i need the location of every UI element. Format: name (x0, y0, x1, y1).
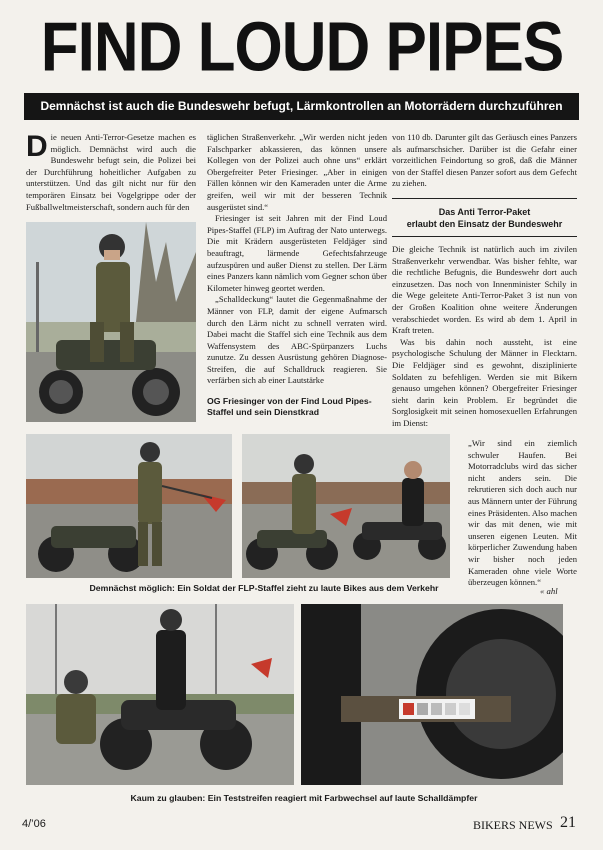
col3-paragraph-2: Die gleiche Technik ist natürlich auch im zivilen Straßenverkehr verwendbar. Was bisher fehlte, war die rechtliche Befugnis, die Bundeswehr dort auch einzusetzen. Das noch von Innenminister Schily in die Wege geleitete Anti-Terror-Paket 3 ist nun von der Großen Koalition ohne weitere Änderungen verabschiedet worden. Es wird ab dem 1. April in Kraft treten. (392, 244, 577, 336)
column-3-text-top (392, 132, 577, 190)
col2-paragraph-1: täglichen Straßenverkehr. „Wir werden nicht jeden Falschparker abkassieren, das können unsere Kollegen von der Polizei auch ohne uns“ erklärt Obergefreiter Peter Friesinger. „Aber in einigen Fällen können wir den Kameraden unter die Arme greifen, weil wir mit der besseren Technik ausgerüstet sind.“ (207, 132, 387, 212)
photo-stopping-biker (242, 434, 450, 578)
subtitle-bar: Demnächst ist auch die Bundeswehr befugt, Lärmkontrollen an Motorrädern durchzuführen (24, 93, 579, 120)
caption-2: Demnächst möglich: Ein Soldat der FLP-Staffel zieht zu laute Bikes aus dem Verkehr (89, 583, 439, 593)
box-rule-top (392, 198, 577, 199)
col3-paragraph-3b: „Wir sind ein ziemlich schwuler Haufen. Bei Motorradclubs wird das sicher nicht anders sein. Die rekrutieren sich doch auch nur aus Männern unter der Führung eines Präsidenten. Also machen wir das mit denen, wie mit unseren eigenen Leuten. Mit körperlicher Zuwendung haben wir bisher noch jeden Kameraden ohne viele Worte überzeugen können.“ (468, 438, 577, 588)
col2-paragraph-2: Friesinger ist seit Jahren mit der Find Loud Pipes-Staffel (FLP) im Auftrag der Nato unterwegs. Die mit Krädern ausgerüsteten Feldjäger sind beauftragt, lärmende Gefechtsfahrzeuge aufzuspüren und außer Dienst zu stellen. Der Lärm eines Panzers kann nämlich vom Gegner schon über Kilometer hinweg geortet werden. (207, 213, 387, 293)
column-1-text (26, 132, 196, 213)
author-sign: « ahl (540, 586, 558, 596)
drop-cap: D (26, 130, 48, 163)
photo-test-strip-applied (26, 604, 294, 785)
footer-issue: 4/’06 (22, 818, 46, 830)
col2-paragraph-3: „Schalldeckung“ lautet die Gegenmaßnahme der Männer von FLP, damit der eigene Aufmarsch durch den Lärm nicht zu schnell verraten wird. Dabei macht die Staffel sich eine Technik aus dem Waffensystem des ABC-Spürpanzers Luchs zunutze. Zu dessen Ausrüstung gehören Diagnose-Streifen, die auf Schalldruck reagieren. Sie verfärben sich ab einer Lautstärke (207, 294, 387, 386)
col1-paragraph: ie neuen Anti-Terror-Gesetze machen es möglich. Demnächst wird auch die Bundeswehr befugt sein, die Polizei bei der Durchführung hoheitlicher Aufgaben zu unterstützen. Und das gilt nicht nur für den temporären Einsatz bei Vogelgrippe oder der Fußballweltmeisterschaft, sondern auch für den (26, 132, 196, 212)
caption-1: OG Friesinger von der Find Loud Pipes-Staffel und sein Dienstkrad (207, 396, 372, 417)
box-heading-2: erlaubt den Einsatz der Bundeswehr (406, 219, 563, 229)
photo-strip-closeup (301, 604, 563, 785)
column-3-text-bottom (468, 438, 577, 589)
photo-soldier-with-flag (26, 434, 232, 578)
column-3-text-mid (392, 244, 577, 430)
col3-paragraph-3a: Was bis dahin noch aussteht, ist eine psychologische Schulung der Männer in Flecktarn. Die Feldjäger sind es gewohnt, disziplinierte Soldaten zu befehligen. Werden sie mit Bikern genauso umgehen können? Obergefreiter Friesinger sieht darin kein Problem. Er begründet die Sorglosigkeit mit seinen homosexuellen Erfahrungen im Dienst: (392, 336, 577, 428)
column-2-text (207, 132, 387, 387)
photo-soldier-on-bike (26, 222, 196, 422)
box-heading-1: Das Anti Terror-Paket (438, 207, 531, 217)
box-rule-bottom (392, 236, 577, 237)
caption-3: Kaum zu glauben: Ein Teststreifen reagiert mit Farbwechsel auf laute Schalldämpfer (130, 793, 478, 803)
page-title: FIND LOUD PIPES (40, 8, 564, 87)
footer-page-number: 21 (560, 814, 576, 831)
col3-paragraph-1: von 110 db. Darunter gilt das Geräusch eines Panzers als aufmarschsicher. Darüber ist die Gefahr einer vorzeitlichen Feindortung so groß, daß die Männer von der Staffel diesen Panzer sofort aus dem Gefecht zu ziehen. (392, 132, 577, 189)
footer-magazine: BIKERS NEWS (473, 818, 553, 832)
